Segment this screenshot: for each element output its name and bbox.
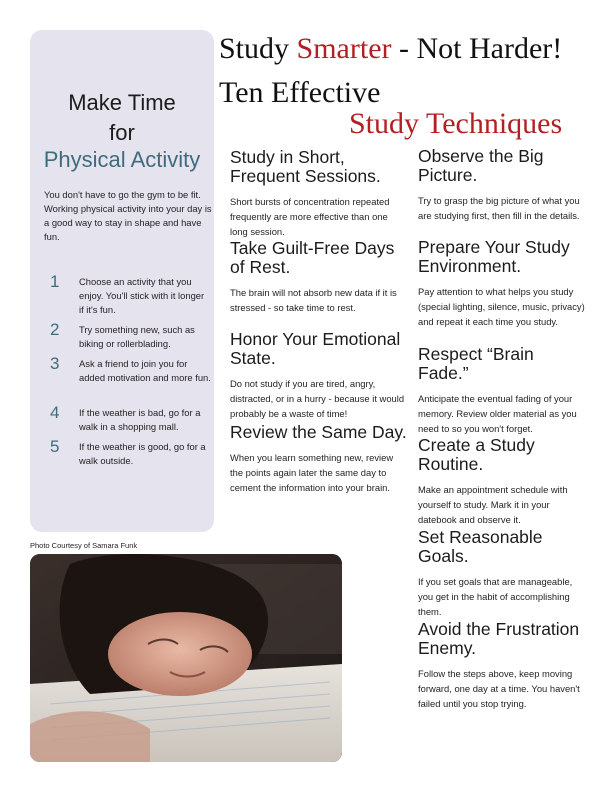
- technique-body: Anticipate the eventual fading of your memory. Review older material as you need to so you won't forget.: [418, 393, 577, 434]
- technique-body: When you learn something new, review the points again later the same day to cement the information into your brain.: [230, 452, 394, 493]
- technique-body: If you set goals that are manageable, you get in the habit of accomplishing them.: [418, 576, 573, 617]
- technique-body: The brain will not absorb new data if it is stressed - so take time to rest.: [230, 287, 397, 313]
- page-title-line2: Ten Effective: [219, 76, 381, 109]
- technique-heading: Review the Same Day.: [230, 422, 407, 442]
- technique-section: [418, 436, 588, 527]
- physical-activity-sidebar: [30, 30, 214, 532]
- technique-body: Short bursts of concentration repeated frequently are more effective than one long session.: [230, 196, 390, 237]
- page-title-line3: Study Techniques: [349, 107, 563, 140]
- photo-illustration: [30, 554, 342, 762]
- list-item-text: Try something new, such as biking or rollerblading.: [79, 324, 195, 349]
- list-item-text: If the weather is bad, go for a walk in a shopping mall.: [79, 407, 201, 432]
- sleeping-student-photo: [30, 554, 342, 762]
- page-title-line1: [219, 32, 562, 66]
- technique-heading: Respect “Brain Fade.”: [418, 344, 534, 383]
- list-item-text: If the weather is good, go for a walk outside.: [79, 441, 206, 466]
- technique-heading: Honor Your Emotional State.: [230, 329, 401, 368]
- technique-heading: Observe the Big Picture.: [418, 146, 544, 185]
- technique-heading: Set Reasonable Goals.: [418, 527, 543, 566]
- photo-credit: Photo Courtesy of Samara Funk: [30, 541, 138, 550]
- technique-heading: Create a Study Routine.: [418, 435, 535, 474]
- technique-body: Try to grasp the big picture of what you are studying first, then fill in the details.: [418, 195, 580, 221]
- sidebar-title-line3: Physical Activity: [43, 147, 201, 172]
- list-item-number: 1: [50, 272, 60, 291]
- sidebar-title-line1: Make Time: [68, 90, 176, 115]
- list-item-number: 5: [50, 437, 60, 456]
- technique-section: [230, 148, 408, 239]
- technique-body: Follow the steps above, keep moving forward, one day at a time. You haven't failed until you stop trying.: [418, 668, 580, 709]
- technique-heading: Study in Short, Frequent Sessions.: [230, 147, 381, 186]
- technique-body: Make an appointment schedule with yourself to study. Mark it in your datebook and observe it.: [418, 484, 568, 525]
- technique-body: Pay attention to what helps you study (special lighting, silence, music, privacy) and repeat it each time you study.: [418, 286, 585, 327]
- sidebar-title-line2: for: [109, 120, 135, 145]
- list-item-number: 4: [50, 403, 60, 422]
- technique-heading: Prepare Your Study Environment.: [418, 237, 570, 276]
- technique-section: [418, 620, 588, 711]
- technique-body: Do not study if you are tired, angry, distracted, or in a hurry - because it would probably be a waste of time!: [230, 378, 405, 419]
- technique-heading: Avoid the Frustration Enemy.: [418, 619, 580, 658]
- sidebar-intro: You don't have to go the gym to be fit. Working physical activity into your day is a good way to stay in shape and have fun.: [44, 189, 212, 242]
- technique-section: [230, 330, 408, 421]
- list-item-number: 2: [50, 320, 60, 339]
- technique-section: [418, 147, 588, 223]
- technique-heading: Take Guilt-Free Days of Rest.: [230, 238, 395, 277]
- technique-section: [418, 238, 588, 329]
- technique-section: [418, 345, 588, 436]
- list-item-text: Ask a friend to join you for added motivation and more fun.: [79, 358, 211, 383]
- list-item-number: 3: [50, 354, 60, 373]
- title-word-smarter: Smarter: [296, 32, 392, 65]
- title-word-not-harder: - Not Harder!: [399, 32, 563, 65]
- technique-section: [230, 423, 408, 495]
- technique-section: [418, 528, 588, 619]
- list-item-text: Choose an activity that you enjoy. You'll stick with it longer if it's fun.: [79, 276, 205, 315]
- title-word-study: Study: [219, 32, 290, 65]
- technique-section: [230, 239, 408, 315]
